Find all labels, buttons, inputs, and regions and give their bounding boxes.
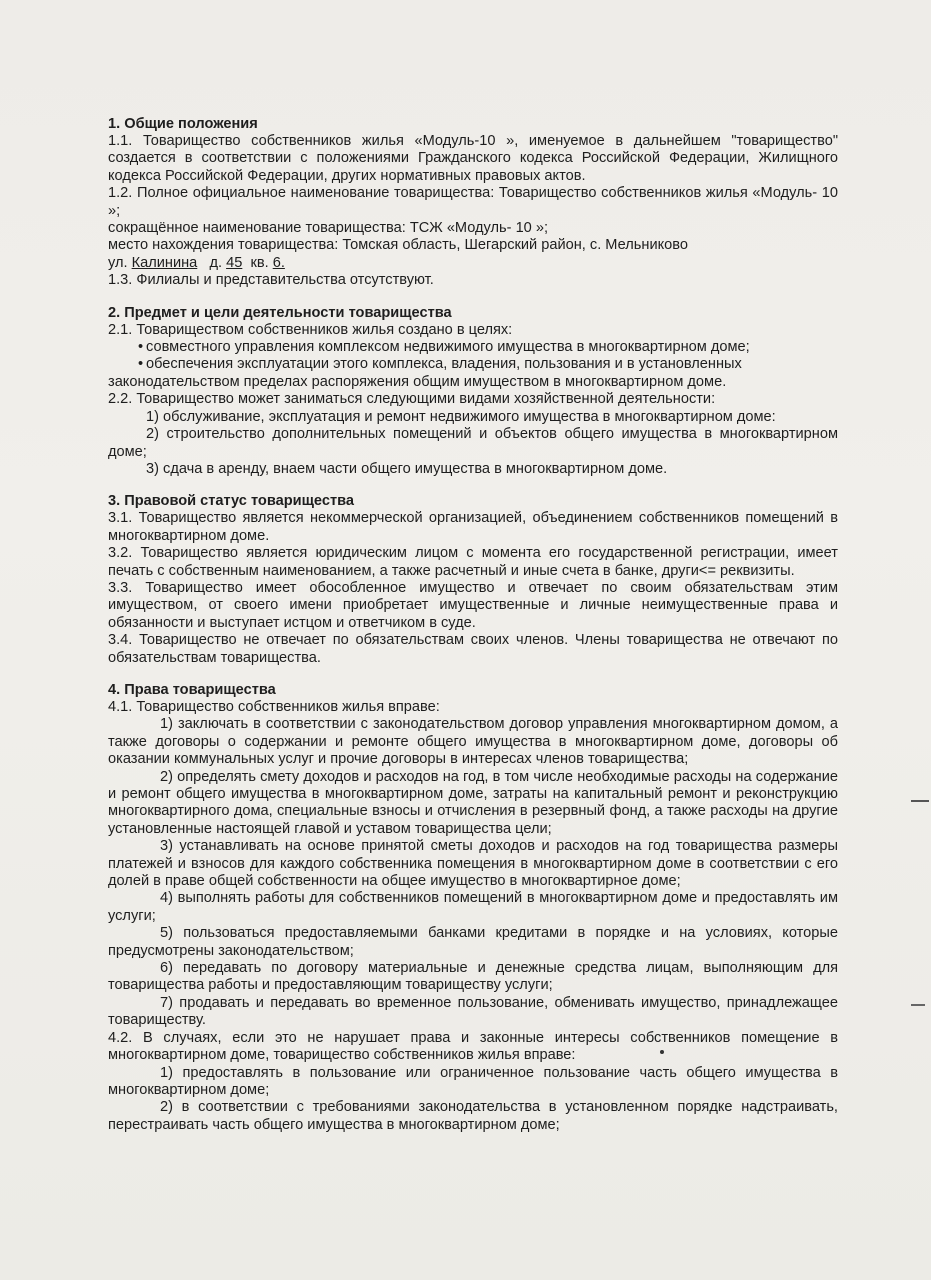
street-value: Калинина <box>131 254 198 271</box>
section-heading: 2. Предмет и цели деятельности товарищества <box>108 304 452 321</box>
list-item: 2) строительство дополнительных помещений и объектов общего имущества в многоквартирном доме; <box>108 426 838 460</box>
bullet-item: • совместного управления комплексом недвижимого имущества в многоквартирном доме; <box>108 339 838 356</box>
section-general <box>108 115 838 290</box>
list-item: 1) заключать в соответствии с законодательством договор управления многоквартирном домом, а также договоры о содержании и ремонте общего имущества в многоквартирном доме, договоры об оказании коммунальных услуг и прочие договоры в интересах членов товарищества; <box>108 716 838 768</box>
house-label: д. <box>209 254 223 271</box>
bullet-item: • обеспечения эксплуатации этого комплекса, владения, пользования и в установленных <box>108 356 838 373</box>
section-rights <box>108 681 838 1134</box>
list-item: 4) выполнять работы для собственников помещений в многоквартирном доме и предоставлять им услуги; <box>108 890 838 924</box>
paragraph: 1.2. Полное официальное наименование товарищества: Товарищество собственников жилья «Модуль- 10 »; <box>108 185 838 219</box>
list-item: 7) продавать и передавать во временное пользование, обменивать имущество, принадлежащее товариществу. <box>108 994 838 1029</box>
paragraph: место нахождения товарищества: Томская область, Шегарский район, с. Мельниково <box>108 237 688 254</box>
paragraph: законодательством пределах распоряжения общим имуществом в многоквартирном доме. <box>108 373 727 390</box>
paragraph: 3.4. Товарищество не отвечает по обязательствам своих членов. Члены товарищества не отвечают по обязательствам товарищества. <box>108 632 838 666</box>
flat-label: кв. <box>250 254 269 271</box>
paragraph: 2.1. Товариществом собственников жилья создано в целях: <box>108 321 513 338</box>
flat-value: 6. <box>272 254 285 271</box>
paragraph: 2.2. Товарищество может заниматься следующими видами хозяйственной деятельности: <box>108 391 716 408</box>
list-item: 2) определять смету доходов и расходов на год, в том числе необходимые расходы на содержание и ремонт общего имущества в многоквартирном доме, затраты на капитальный ремонт и реконструкцию многоквартирного дома, специальные взносы и отчисления в резервный фонд, а также расходы на другие установленные настоящей главой и уставом товарищества цели; <box>108 768 838 837</box>
section-heading: 3. Правовой статус товарищества <box>108 493 355 510</box>
list-item: 1) обслуживание, эксплуатация и ремонт недвижимого имущества в многоквартирном доме: <box>146 408 776 425</box>
scan-speck <box>660 1050 664 1054</box>
list-item: 1) предоставлять в пользование или ограниченное пользование часть общего имущества в многоквартирном доме; <box>108 1064 838 1098</box>
street-label: ул. <box>108 254 128 271</box>
paragraph: 1.1. Товарищество собственников жилья «Модуль-10 », именуемое в дальнейшем "товарищество" создается в соответствии с положениями Гражданского кодекса Российской Федерации, Жилищного кодекса Российской Федерации, других нормативных правовых актов. <box>108 133 838 184</box>
document-body <box>108 115 838 1134</box>
section-legal-status <box>108 492 838 667</box>
list-item: 5) пользоваться предоставляемыми банками кредитами в порядке и на условиях, которые предусмотрены законодательством; <box>108 925 838 959</box>
scan-mark <box>911 1004 925 1006</box>
section-heading: 1. Общие положения <box>108 116 258 132</box>
paragraph: сокращённое наименование товарищества: ТСЖ «Модуль- 10 »; <box>108 220 549 237</box>
house-value: 45 <box>226 254 243 271</box>
section-heading: 4. Права товарищества <box>108 681 276 698</box>
list-item: 3) устанавливать на основе принятой сметы доходов и расходов на год товарищества размеры платежей и взносов для каждого собственника помещения в многоквартирном доме в соответствии с его долей в праве общей собственности на общее имущество в многоквартирное доме; <box>108 838 838 890</box>
paragraph: 4.2. В случаях, если это не нарушает права и законные интересы собственников помещение в многоквартирном доме, товарищество собственников жилья вправе: <box>108 1029 838 1064</box>
list-item: 2) в соответствии с требованиями законодательства в установленном порядке надстраивать, перестраивать часть общего имущества в многоквартирном доме; <box>108 1099 838 1133</box>
paragraph: 3.1. Товарищество является некоммерческой организацией, объединением собственников помещений в многоквартирном доме. <box>108 510 838 544</box>
scan-mark <box>911 800 929 802</box>
list-item: 6) передавать по договору материальные и денежные средства лицам, выполняющим для товарищества работы и предоставляющим товариществу услуги; <box>108 960 838 994</box>
list-item: 3) сдача в аренду, внаем части общего имущества в многоквартирном доме. <box>146 460 668 477</box>
address-line <box>108 255 838 272</box>
paragraph: 3.3. Товарищество имеет обособленное имущество и отвечает по своим обязательствам этим имуществом, от своего имени приобретает имущественные и личные неимущественные права и обязанности и выступает истцом и ответчиком в суде. <box>108 579 838 631</box>
paragraph: 1.3. Филиалы и представительства отсутствуют. <box>108 272 434 289</box>
section-purpose <box>108 304 838 479</box>
paragraph: 3.2. Товарищество является юридическим лицом с момента его государственной регистрации, имеет печать с собственным наименованием, а также расчетный и иные счета в банке, други<= реквизиты. <box>108 545 838 579</box>
paragraph: 4.1. Товарищество собственников жилья вправе: <box>108 698 440 715</box>
